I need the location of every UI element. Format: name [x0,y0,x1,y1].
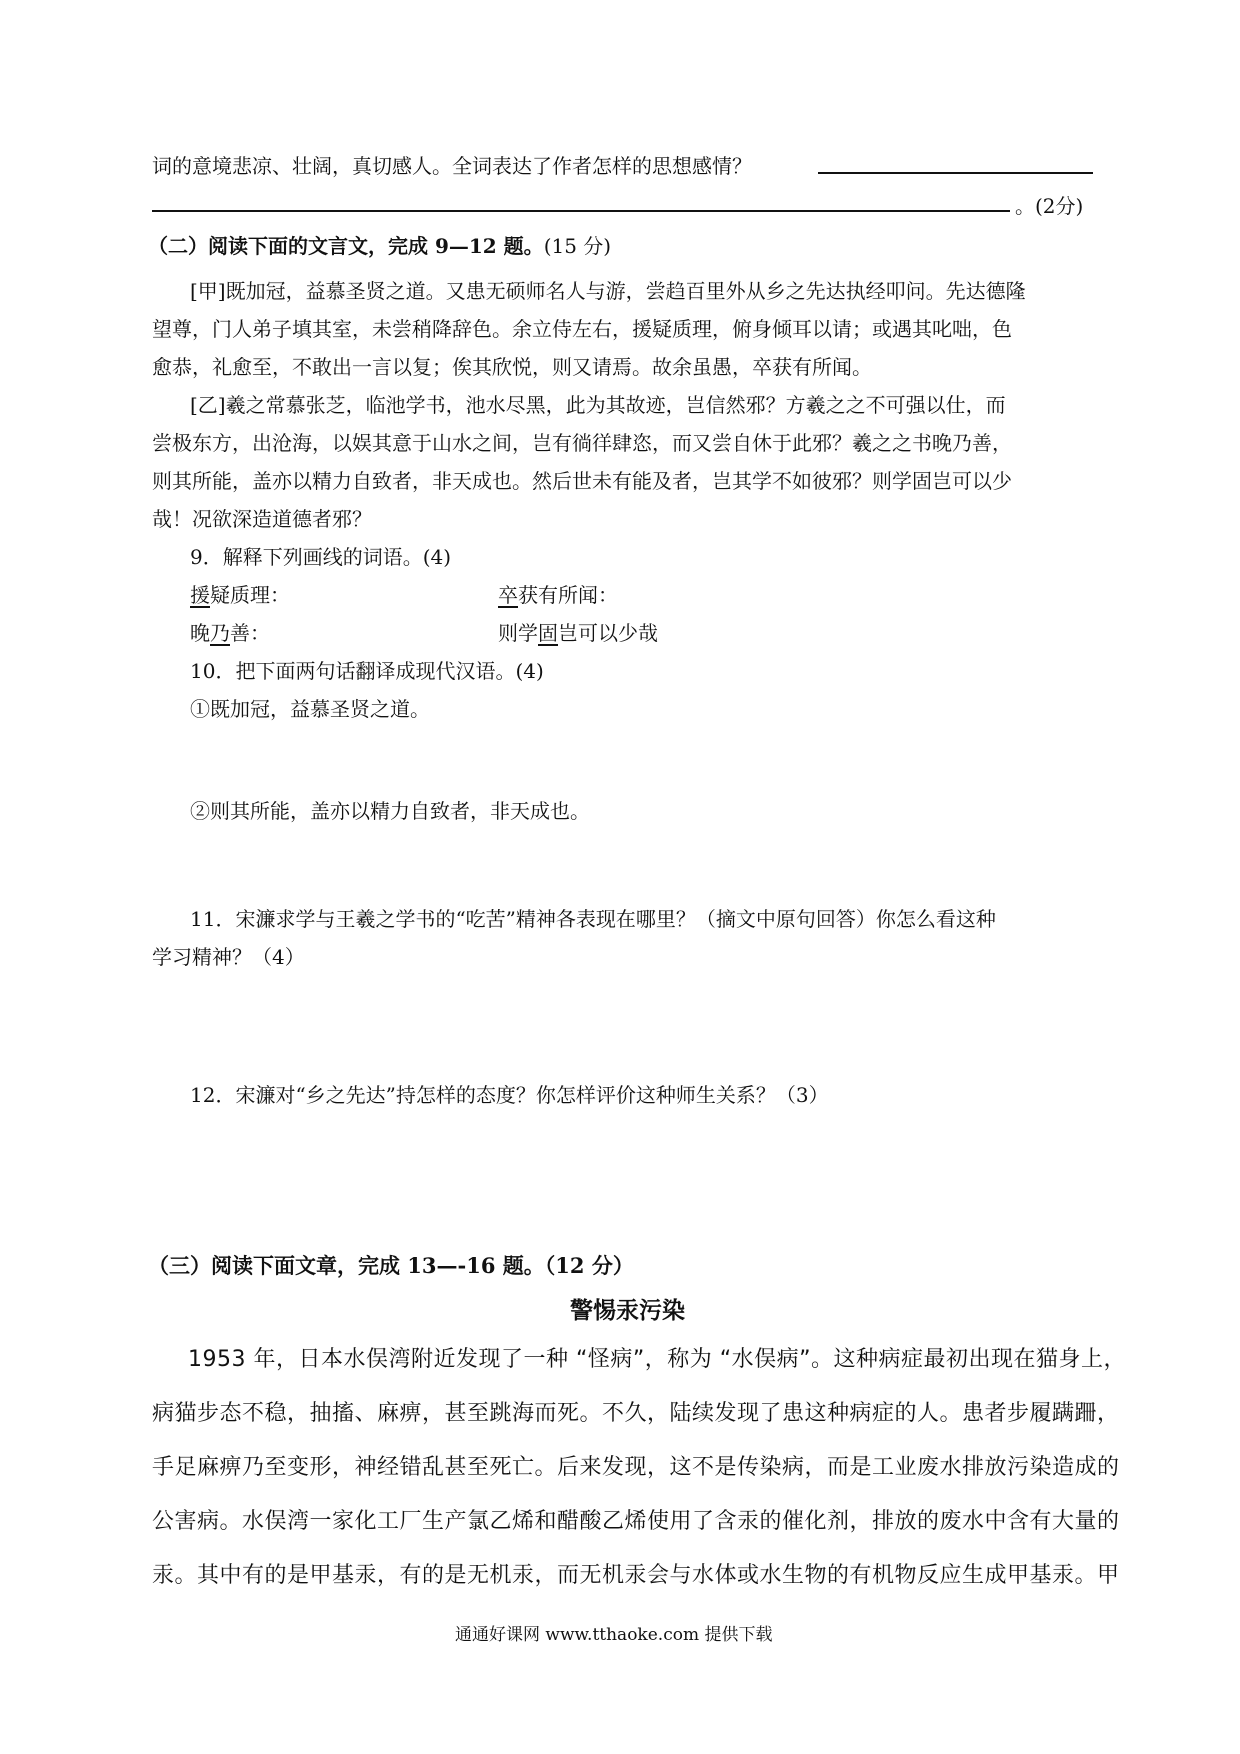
passage-yi-line: 哉！况欲深造道德者邪？ [152,507,372,531]
q10-sentence: ①既加冠，益慕圣贤之道。 [190,697,430,721]
passage-jia-line: 望尊，门人弟子填其室，未尝稍降辞色。余立侍左右，援疑质理，俯身倾耳以请；或遇其叱咄，色 [152,317,1012,341]
q9-item-post: 疑质理： [210,583,290,607]
section2-heading-text: （二）阅读下面的文言文，完成 9—12 题。 [148,234,544,258]
passage-yi-line: 尝极东方，出沧海，以娱其意于山水之间，岂有徜徉肆恣，而又尝自休于此邪？羲之之书晚乃善， [152,431,1012,455]
section2-heading [148,230,611,259]
q9-item-post: 获有所闻： [518,583,618,607]
passage-jia-line: [甲]既加冠，益慕圣贤之道。又患无硕师名人与游，尝趋百里外从乡之先达执经叩问。先达德隆 [190,279,1026,303]
q11-text: 11．宋濂求学与王羲之学书的“吃苦”精神各表现在哪里？（摘文中原句回答）你怎么看这种 [190,907,996,931]
q9-item [190,579,290,608]
article-line: 1953 年，日本水俣湾附近发现了一种 “怪病”，称为 “水俣病”。这种病症最初出现在猫身上， [188,1347,1127,1372]
q8-score: 。(2分) [1015,194,1084,218]
section3-heading: （三）阅读下面文章，完成 13—-16 题。（12 分） [148,1253,634,1278]
q9-item-post: 岂可以少哉 [558,621,658,645]
q12-text: 12．宋濂对“乡之先达”持怎样的态度？你怎样评价这种师生关系？（3） [190,1083,829,1107]
answer-line [152,210,1010,212]
passage-yi-line: [乙]羲之常慕张芝，临池学书，池水尽黑，此为其故迹，岂信然邪？方羲之之不可强以仕，而 [190,393,1006,417]
q9-item-underlined: 卒 [498,583,518,607]
q9-item [498,617,658,646]
q9-title: 9．解释下列画线的词语。(4) [190,545,452,569]
q9-item [498,579,618,608]
q10-sentence: ②则其所能，盖亦以精力自致者，非天成也。 [190,799,590,823]
footer-text: 通通好课网 www.tthaoke.com 提供下载 [455,1625,773,1645]
q9-item-post: 善： [230,621,270,645]
article-line: 汞。其中有的是甲基汞，有的是无机汞，而无机汞会与水体或水生物的有机物反应生成甲基汞。甲 [152,1563,1120,1588]
q9-item-pre: 则学 [498,621,538,645]
answer-line [818,172,1093,174]
article-title: 警惕汞污染 [570,1297,685,1324]
q9-item-underlined: 乃 [210,621,230,645]
article-line: 手足麻痹乃至变形，神经错乱甚至死亡。后来发现，这不是传染病，而是工业废水排放污染造成的 [152,1455,1120,1480]
section2-score: (15 分) [543,234,612,258]
passage-yi-line: 则其所能，盖亦以精力自致者，非天成也。然后世未有能及者，岂其学不如彼邪？则学固岂可以少 [152,469,1012,493]
article-line: 病猫步态不稳，抽搐、麻痹，甚至跳海而死。不久，陆续发现了患这种病症的人。患者步履蹒跚， [152,1401,1120,1426]
q9-item-underlined: 援 [190,583,210,607]
q9-item-underlined: 固 [538,621,558,645]
q8-text: 词的意境悲凉、壮阔，真切感人。全词表达了作者怎样的思想感情？ [152,154,752,178]
passage-jia-line: 愈恭，礼愈至，不敢出一言以复；俟其欣悦，则又请焉。故余虽愚，卒获有所闻。 [152,355,872,379]
q11-text: 学习精神？（4） [152,945,305,969]
q9-item [190,617,270,646]
article-line: 公害病。水俣湾一家化工厂生产氯乙烯和醋酸乙烯使用了含汞的催化剂，排放的废水中含有大量的 [152,1509,1120,1534]
q9-item-pre: 晚 [190,621,210,645]
q10-title: 10．把下面两句话翻译成现代汉语。(4) [190,659,544,683]
